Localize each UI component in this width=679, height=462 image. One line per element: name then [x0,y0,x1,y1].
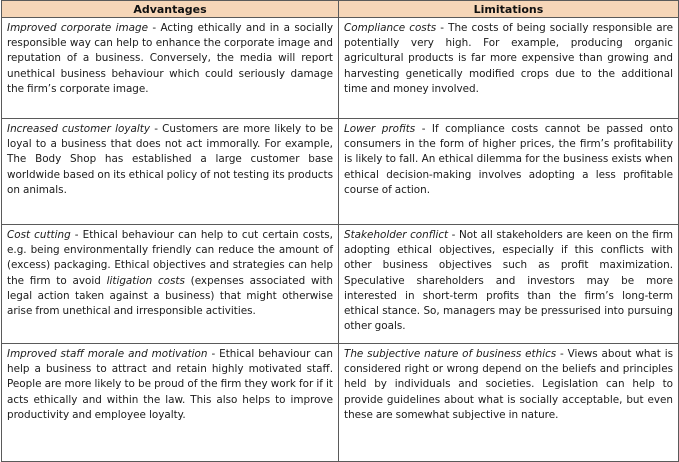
advantage-text: - Customers are more likely to be loyal to a business that does not act immorally. For example, The Body Shop has established a large customer base worldwide based on its ethical policy of not testing its products on animals. [7,123,333,196]
advantages-limitations-table [1,0,679,462]
advantage-text: - Acting ethically and in a socially responsible way can help to enhance the corporate image and reputation of a business. Conversely, the media will report unethical business behaviour which could seriously damage the firm’s corporate image. [7,22,333,95]
advantage-term: Increased customer loyalty [7,123,150,135]
advantage-text: - Ethical behaviour can help to cut certain costs, e.g. being environmentally friendly can reduce the amount of (excess) packaging. Ethical objectives and strategies can help the firm to avoid [7,229,333,287]
table-row [2,119,679,225]
advantage-text: - Ethical behaviour can help a business to attract and retain highly motivated staff. People are more likely to be proud of the firm they work for if it acts ethically and within the law. This also helps to improve productivity and employee loyalty. [7,348,333,421]
limitation-cell-subjective-nature [339,344,679,462]
limitation-term: Stakeholder conflict [344,229,449,241]
advantage-term: Improved corporate image [7,22,149,34]
limitation-cell-stakeholder-conflict [339,225,679,344]
advantage-cell-staff-morale [2,344,339,462]
table-row [2,225,679,344]
advantage-inline-term: litigation costs [106,274,185,287]
limitation-cell-lower-profits [339,119,679,225]
advantage-term: Cost cutting [7,229,71,241]
limitations-header: Limitations [339,1,679,18]
limitation-term: Lower profits [344,123,416,135]
limitation-term: Compliance costs [344,22,437,34]
header-row [2,1,679,18]
advantages-header: Advantages [2,1,339,18]
table-row [2,18,679,119]
limitation-text: - If compliance costs cannot be passed onto consumers in the form of higher prices, the firm’s profitability is likely to fall. An ethical dilemma for the business exists when ethical decision-making involves adopting a less profitable course of action. [344,123,673,196]
limitation-cell-compliance-costs [339,18,679,119]
advantage-term: Improved staff morale and motivation [7,348,208,360]
limitation-term: The subjective nature of business ethics [344,348,557,360]
advantage-cell-customer-loyalty [2,119,339,225]
advantage-text-continued: (expenses associated with legal action taken against a business) that might otherwise arise from unethical and irresponsible activities. [7,274,334,318]
limitation-text: - Views about what is considered right or wrong depend on the beliefs and principles held by individuals and societies. Legislation can help to provide guidelines about what is socially acceptable, but even these are somewhat subjective in nature. [344,348,673,421]
advantage-cell-corporate-image [2,18,339,119]
advantage-cell-cost-cutting [2,225,339,344]
limitation-text: - The costs of being socially responsible are potentially very high. For example, producing organic agricultural products is far more expensive than growing and harvesting genetically modified crops due to the additional time and money involved. [344,22,673,95]
table-row [2,344,679,462]
limitation-text: - Not all stakeholders are keen on the firm adopting ethical objectives, especially if this conflicts with other business objectives such as profit maximization. Speculative shareholders and investors may be more interested in short-term profits than the firm’s long-term ethical stance. So, managers may be pressurised into pursuing other goals. [344,229,673,333]
